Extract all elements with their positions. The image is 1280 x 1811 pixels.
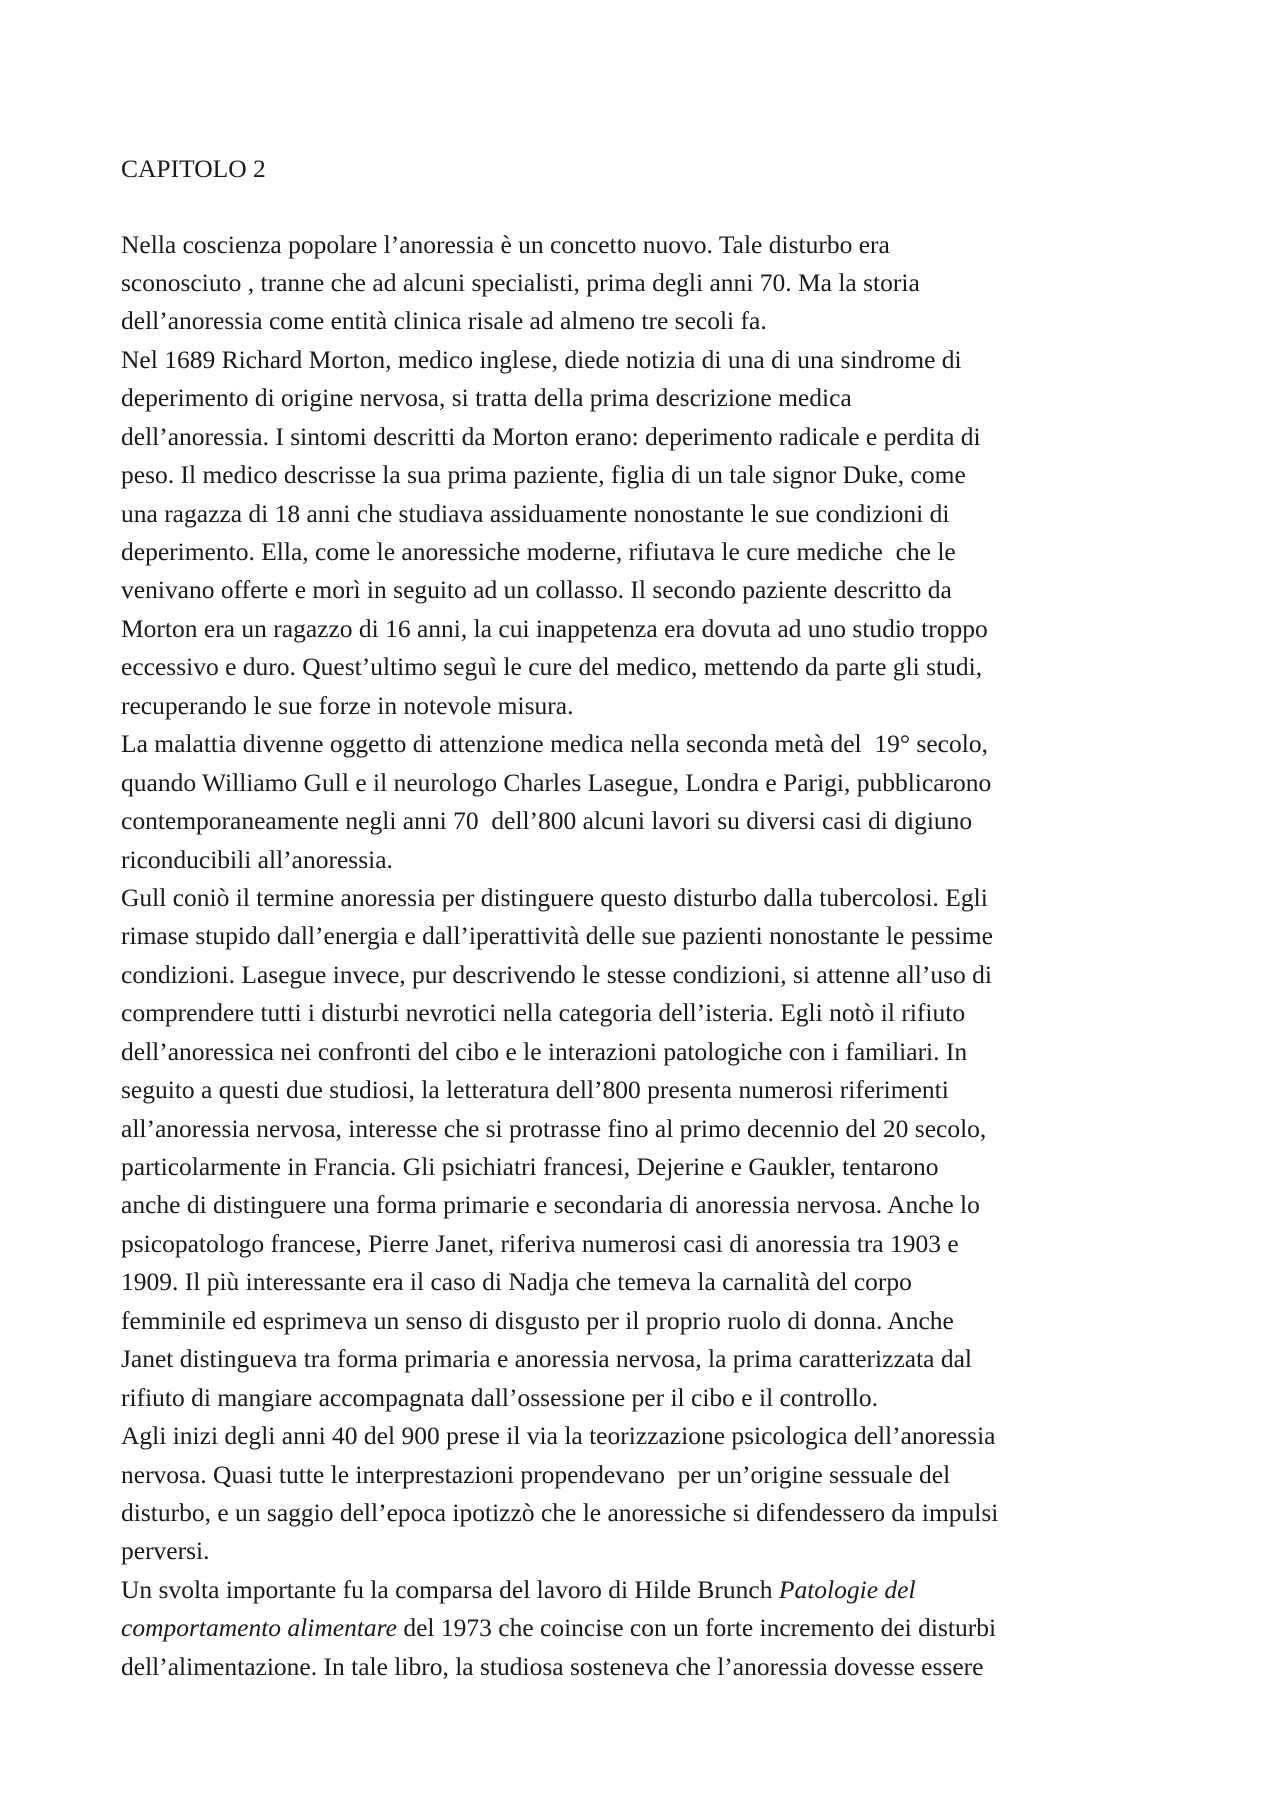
text-line: dell’anoressia. I sintomi descritti da Morton erano: deperimento radicale e perdita di [121,421,981,451]
body-text [121,226,1181,1687]
text-line: 1909. Il più interessante era il caso di Nadja che temeva la carnalità del corpo [121,1267,912,1297]
text-line: eccessivo e duro. Quest’ultimo seguì le cure del medico, mettendo da parte gli studi, [121,652,983,682]
text-line: seguito a questi due studiosi, la letteratura dell’800 presenta numerosi riferimenti [121,1075,949,1105]
text-line: all’anoressia nervosa, interesse che si protrasse fino al primo decennio del 20 secolo, [121,1113,987,1143]
text-line: deperimento. Ella, come le anoressiche moderne, rifiutava le cure mediche che le [121,537,956,566]
text-line: peso. Il medico descrisse la sua prima paziente, figlia di un tale signor Duke, come [121,460,966,490]
text-line: Morton era un ragazzo di 16 anni, la cui inappetenza era dovuta ad uno studio troppo [121,613,988,643]
text-line [121,1571,1181,1609]
text-line: venivano offerte e morì in seguito ad un collasso. Il secondo paziente descritto da [121,575,952,605]
text-line: La malattia divenne oggetto di attenzione medica nella seconda metà del 19° secolo, [121,729,988,759]
text-line: condizioni. Lasegue invece, pur descrivendo le stesse condizioni, si attenne all’uso di [121,959,992,989]
text-line: particolarmente in Francia. Gli psichiatri francesi, Dejerine e Gaukler, tentarono [121,1152,939,1181]
text-line: femminile ed esprimeva un senso di disgusto per il proprio ruolo di donna. Anche [121,1305,954,1335]
text-line: deperimento di origine nervosa, si tratta della prima descrizione medica [121,383,852,413]
text-run: del 1973 che coincise con un forte incremento dei disturbi [396,1613,997,1643]
text-line: una ragazza di 18 anni che studiava assiduamente nonostante le sue condizioni di [121,498,950,528]
text-line: rifiuto di mangiare accompagnata dall’ossessione per il cibo e il controllo. [121,1382,878,1412]
document-content [121,150,1181,1686]
text-line: anche di distinguere una forma primarie e secondaria di anoressia nervosa. Anche lo [121,1190,980,1220]
text-line: dell’anoressica nei confronti del cibo e le interazioni patologiche con i familiari. In [121,1036,968,1066]
text-line: Janet distingueva tra forma primaria e anoressia nervosa, la prima caratterizzata dal [121,1344,973,1374]
text-line: contemporaneamente negli anni 70 dell’800 alcuni lavori su diversi casi di digiuno [121,806,973,836]
text-line: Agli inizi degli anni 40 del 900 prese il via la teorizzazione psicologica dell’anoressia [121,1421,996,1451]
text-line: dell’alimentazione. In tale libro, la studiosa sosteneva che l’anoressia dovesse essere [121,1651,984,1681]
text-line: rimase stupido dall’energia e dall’iperattività delle sue pazienti nonostante le pessime [121,921,993,951]
text-line [121,1609,1181,1647]
text-line: perversi. [121,1536,210,1566]
text-line: sconosciuto , tranne che ad alcuni specialisti, prima degli anni 70. Ma la storia [121,267,920,297]
text-line: riconducibili all’anoressia. [121,844,393,874]
text-line: quando Williamo Gull e il neurologo Charles Lasegue, Londra e Parigi, pubblicarono [121,767,992,797]
chapter-title: CAPITOLO 2 [121,154,266,183]
text-line: disturbo, e un saggio dell’epoca ipotizzò che le anoressiche si difendessero da impulsi [121,1497,999,1527]
text-line: recuperando le sue forze in notevole misura. [121,690,574,720]
text-line: psicopatologo francese, Pierre Janet, riferiva numerosi casi di anoressia tra 1903 e [121,1228,959,1258]
text-run: Un svolta importante fu la comparsa del lavoro di Hilde Brunch [121,1574,779,1604]
text-line: dell’anoressia come entità clinica risale ad almeno tre secoli fa. [121,306,767,336]
book-title-italic: Patologie del [778,1574,916,1604]
text-line: nervosa. Quasi tutte le interprestazioni propendevano per un’origine sessuale del [121,1459,951,1489]
text-line: Nella coscienza popolare l’anoressia è un concetto nuovo. Tale disturbo era [121,229,890,259]
text-line: Nel 1689 Richard Morton, medico inglese, diede notizia di una di una sindrome di [121,344,962,374]
book-title-italic: comportamento alimentare [121,1613,397,1643]
text-line: Gull coniò il termine anoressia per distinguere questo disturbo dalla tubercolosi. Egli [121,882,988,912]
text-line: comprendere tutti i disturbi nevrotici nella categoria dell’isteria. Egli notò il rifiuto [121,998,966,1028]
